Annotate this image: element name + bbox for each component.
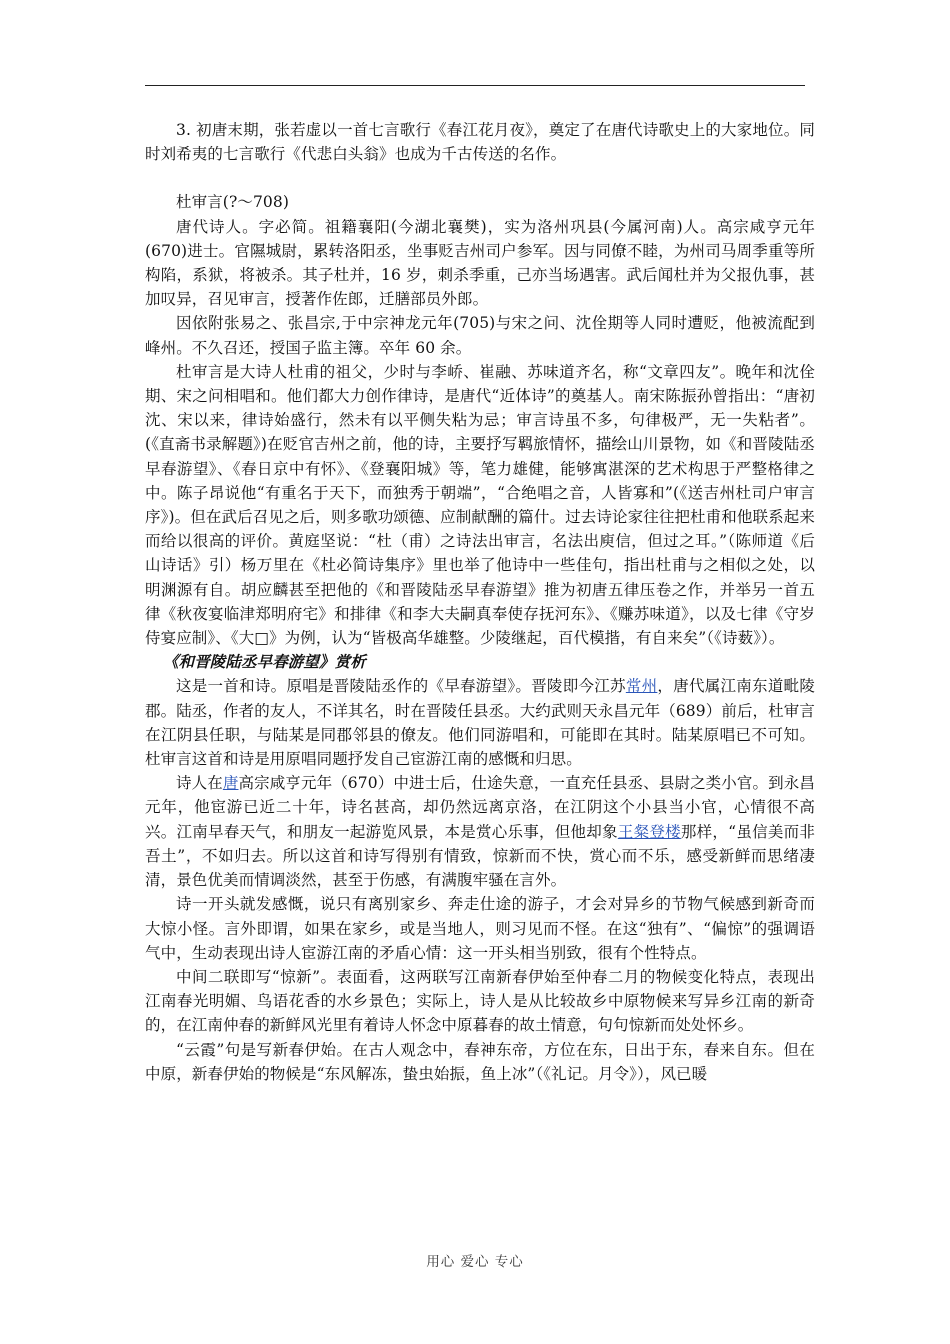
tang-link[interactable]: 唐 xyxy=(222,774,239,793)
analysis-paragraph-5: “云霞”句是写新春伊始。在古人观念中，春神东帝，方位在东，日出于东，春来自东。但在中原，新春伊始的物候是“东风解冻，蛰虫始振，鱼上冰”（《礼记。月令》），风已暖 xyxy=(145,1040,815,1083)
header-rule xyxy=(145,85,805,86)
wangcan-denglou-link[interactable]: 王粲登楼 xyxy=(617,822,681,841)
analysis-p2-text-a: 诗人在 xyxy=(176,774,223,793)
analysis-p2-text-b: 高宗咸亨元年（670）中进士后，仕途失意，一直充任县丞、县尉之类小官。到永昌元年，他宦游已近二十年，诗名甚高，却仍然远离京洛，在江阴这个小县当小官，心情很不高兴。江南早春天气，和朋友一起游览风景，本是赏心乐事，但他却象 xyxy=(145,774,815,841)
analysis-paragraph-3: 诗一开头就发感慨，说只有离别家乡、奔走仕途的游子，才会对异乡的节物气候感到新奇而大惊小怪。言外即谓，如果在家乡，或是当地人，则习见而不怪。在这“独有”、“偏惊”的强调语气中，生动表现出诗人宦游江南的矛盾心情：这一开头相当别致，很有个性特点。 xyxy=(145,895,815,962)
intro-paragraph: 3. 初唐末期，张若虚以一首七言歌行《春江花月夜》，奠定了在唐代诗歌史上的大家地位。同时刘希夷的七言歌行《代悲白头翁》也成为千古传送的名作。 xyxy=(145,121,815,164)
analysis-paragraph-2 xyxy=(145,771,815,892)
bio-paragraph-3: 杜审言是大诗人杜甫的祖父，少时与李峤、崔融、苏味道齐名，称“文章四友”。晚年和沈佺期、宋之问相唱和。他们都大力创作律诗，是唐代“近体诗”的奠基人。南宋陈振孙曾指出：“唐初沈、宋以来，律诗始盛行，然未有以平侧失粘为忌；审言诗虽不多，句律极严，无一失粘者”。(《直斋书录解题》)在贬官吉州之前，他的诗，主要抒写羁旅情怀，描绘山川景物，如《和晋陵陆丞早春游望》、《春日京中有怀》、《登襄阳城》等，笔力雄健，能够寓湛深的艺术构思于严整格律之中。陈子昂说他“有重名于天下，而独秀于朝端”，“合绝唱之音，人皆寡和”(《送吉州杜司户审言序》)。但在武后召见之后，则多歌功颂德、应制献酬的篇什。过去诗论家往往把杜甫和他联系起来而给以很高的评价。黄庭坚说：“杜（甫）之诗法出审言，名法出庾信，但过之耳。”（陈师道《后山诗话》引）杨万里在《杜必简诗集序》里也举了他诗中一些佳句，指出杜甫与之相似之处，以明渊源有自。胡应麟甚至把他的《和晋陵陆丞早春游望》推为初唐五律压卷之作，并举另一首五律《秋夜宴临津郑明府宅》和排律《和李大夫嗣真奉使存抚河东》、《赚苏味道》，以及七律《守岁侍宴应制》、《大□》为例，认为“皆极高华雄整。少陵继起，百代模揩，有自来矣”（《诗薮》）。 xyxy=(145,362,815,648)
analysis-paragraph-4: 中间二联即写“惊新”。表面看，这两联写江南新春伊始至仲春二月的物候变化特点，表现出江南春光明媚、鸟语花香的水乡景色；实际上，诗人是从比较故乡中原物候来写异乡江南的新奇的，在江南仲春的新鲜风光里有着诗人怀念中原暮春的故土情意，句句惊新而处处怀乡。 xyxy=(145,967,815,1035)
changzhou-link[interactable]: 常州 xyxy=(625,677,658,696)
analysis-paragraph-1 xyxy=(145,674,815,771)
bio-paragraph-2: 因依附张易之、张昌宗,于中宗神龙元年(705)与宋之问、沈佺期等人同时遭贬，他被流配到峰州。不久召还，授国子监主簿。卒年 60 余。 xyxy=(145,314,815,357)
bio-paragraph-1: 唐代诗人。字必简。祖籍襄阳(今湖北襄樊)，实为洛州巩县(今属河南)人。高宗咸亨元年(670)进士。官隰城尉，累转洛阳丞，坐事贬吉州司户参军。因与同僚不睦，为州司马周季重等所构陷，系狱，将被杀。其子杜并，16 岁，刺杀季重，己亦当场遇害。武后闻杜并为父报仇事，甚加叹异，召见审言，授著作佐郎，迁膳部员外郎。 xyxy=(145,217,815,309)
analysis-p2-text-c: 那样，“虽信美而非吾土”，不如归去。所以这首和诗写得别有情致，惊新而不快，赏心而不乐，感受新鲜而思绪凄清，景色优美而情调淡然，甚至于伤感，有满腹牢骚在言外。 xyxy=(145,822,815,890)
analysis-p1-text-a: 这是一首和诗。原唱是晋陵陆丞作的《早春游望》。晋陵即今江苏 xyxy=(176,677,626,696)
bio-title: 杜审言(?～708) xyxy=(176,193,289,212)
analysis-heading: 《和晋陵陆丞早春游望》赏析 xyxy=(163,652,366,672)
page-footer: 用心 爱心 专心 xyxy=(426,1254,524,1270)
document-body xyxy=(145,118,815,1086)
paragraph-gap xyxy=(145,166,815,190)
analysis-p1-text-b: ，唐代属江南东道毗陵郡。陆丞，作者的友人，不详其名，时在晋陵任县丞。大约武则天永昌元年（689）前后，杜审言在江阴县任职，与陆某是同郡邻县的僚友。他们同游唱和，可能即在其时。陆某原唱已不可知。杜审言这首和诗是用原唱同题抒发自己宦游江南的感慨和归思。 xyxy=(145,677,815,769)
